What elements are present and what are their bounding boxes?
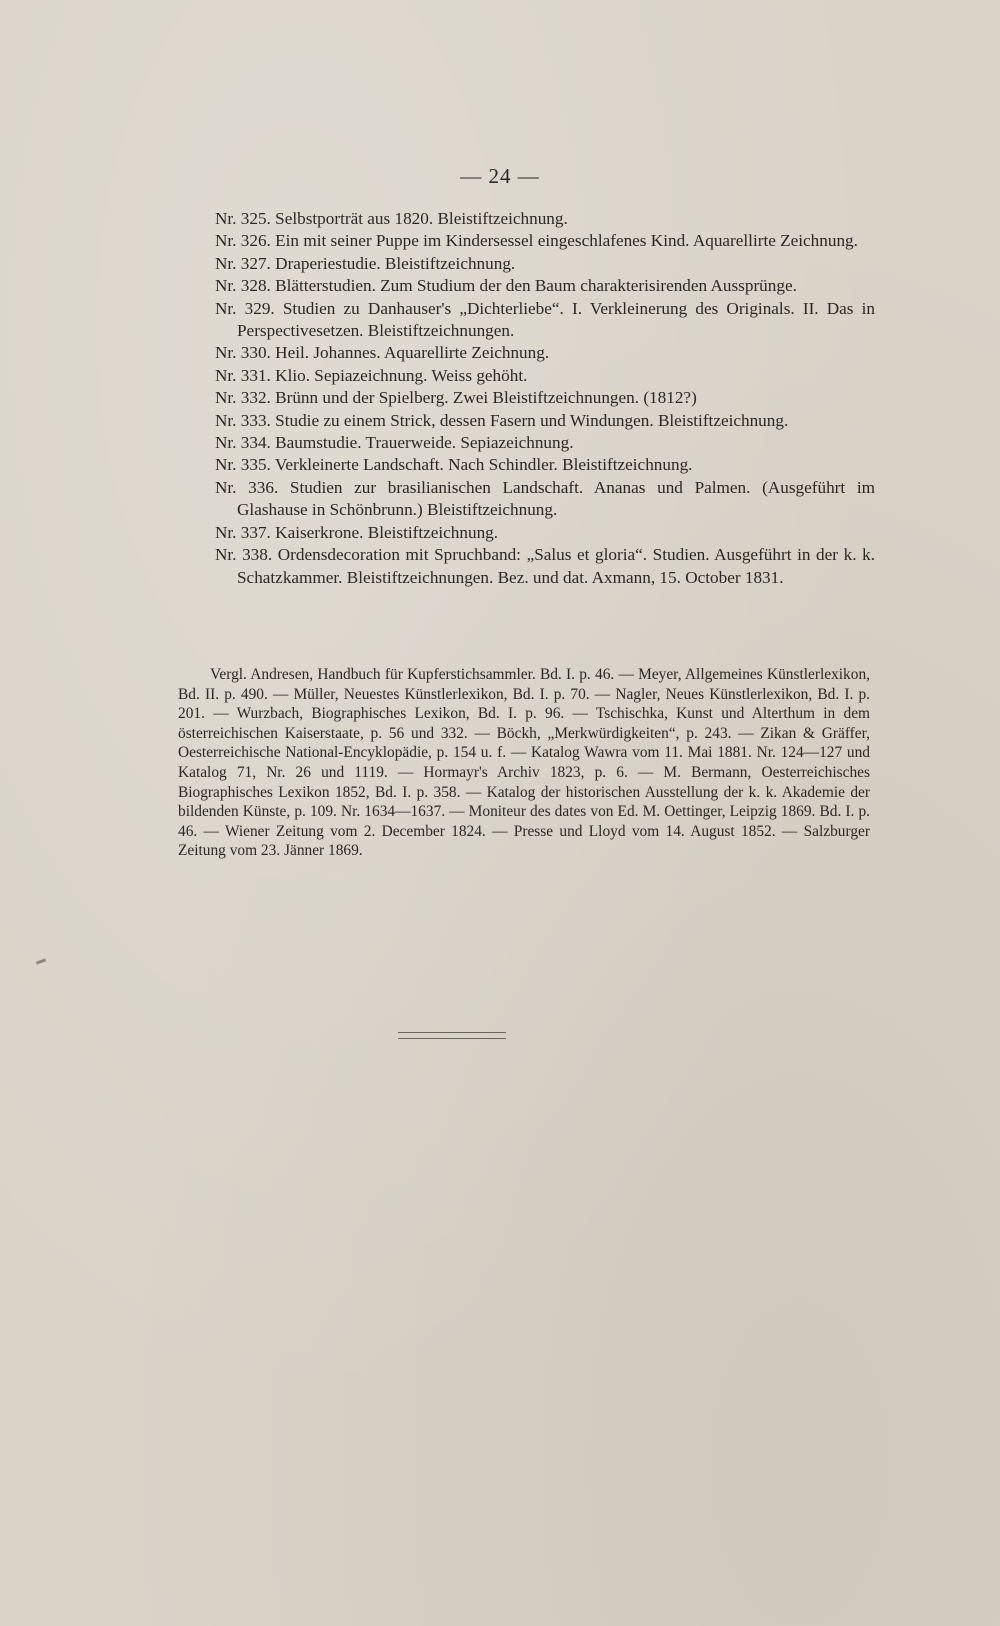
catalog-entry-336: Nr. 336. Studien zur brasilianischen Landschaft. Ananas und Palmen. (Ausgeführt im Glashause in Schönbrunn.) Bleistiftzeichnung.	[215, 477, 875, 520]
catalog-entry-331: Nr. 331. Klio. Sepiazeichnung. Weiss gehöht.	[215, 365, 528, 385]
catalog-entry-327: Nr. 327. Draperiestudie. Bleistiftzeichnung.	[215, 253, 516, 273]
catalog-entry-335: Nr. 335. Verkleinerte Landschaft. Nach Schindler. Bleistiftzeichnung.	[215, 455, 693, 475]
scan-speck	[36, 958, 46, 964]
page-number: — 24 —	[460, 164, 540, 188]
bibliography-paragraph: Vergl. Andresen, Handbuch für Kupferstichsammler. Bd. I. p. 46. — Meyer, Allgemeines Künstlerlexikon, Bd. II. p. 490. — Müller, Neuestes Künstlerlexikon, Bd. I. p. 70. — Nagler, Neues Künstlerlexikon, Bd. I. p. 201. — Wurzbach, Biographisches Lexikon, Bd. I. p. 96. — Tschischka, Kunst und Alterthum in dem österreichischen Kaiserstaate, p. 56 und 332. — Böckh, „Merkwürdigkeiten“, p. 243. — Zikan & Gräffer, Oesterreichische National-Encyklopädie, p. 154 u. f. — Katalog Wawra vom 11. Mai 1881. Nr. 124—127 und Katalog 71, Nr. 26 und 1119. — Hormayr's Archiv 1823, p. 6. — M. Bermann, Oesterreichisches Biographisches Lexikon 1852, Bd. I. p. 358. — Katalog der historischen Ausstellung der k. k. Akademie der bildenden Künste, p. 109. Nr. 1634—1637. — Moniteur des dates von Ed. M. Oettinger, Leipzig 1869. Bd. I. p. 46. — Wiener Zeitung vom 2. December 1824. — Presse und Lloyd vom 14. August 1852. — Salzburger Zeitung vom 23. Jänner 1869.	[178, 666, 870, 860]
catalog-entry-328: Nr. 328. Blätterstudien. Zum Studium der den Baum charakterisirenden Aussprünge.	[215, 276, 797, 296]
catalog-entry-325: Nr. 325. Selbstporträt aus 1820. Bleistiftzeichnung.	[215, 209, 568, 228]
catalog-entry-338: Nr. 338. Ordensdecoration mit Spruchband: „Salus et gloria“. Studien. Ausgeführt in der k. k. Schatzkammer. Bleistiftzeichnungen. Bez. und dat. Axmann, 15. October 1831.	[215, 545, 875, 587]
catalog-entry-337: Nr. 337. Kaiserkrone. Bleistiftzeichnung.	[215, 522, 499, 542]
catalog-entries	[215, 208, 875, 589]
section-divider	[398, 1032, 506, 1039]
catalog-entry-333: Nr. 333. Studie zu einem Strick, dessen Fasern und Windungen. Bleistiftzeichnung.	[215, 410, 789, 430]
catalog-entry-326: Nr. 326. Ein mit seiner Puppe im Kindersessel eingeschlafenes Kind. Aquarellirte Zeichnung.	[215, 231, 858, 251]
catalog-entry-332: Nr. 332. Brünn und der Spielberg. Zwei Bleistiftzeichnungen. (1812?)	[215, 388, 697, 408]
catalog-entry-334: Nr. 334. Baumstudie. Trauerweide. Sepiazeichnung.	[215, 433, 574, 453]
catalog-entry-330: Nr. 330. Heil. Johannes. Aquarellirte Zeichnung.	[215, 343, 550, 363]
catalog-entry-329: Nr. 329. Studien zu Danhauser's „Dichterliebe“. I. Verkleinerung des Originals. II. Das in Perspectivesetzen. Bleistiftzeichnungen.	[215, 298, 875, 341]
